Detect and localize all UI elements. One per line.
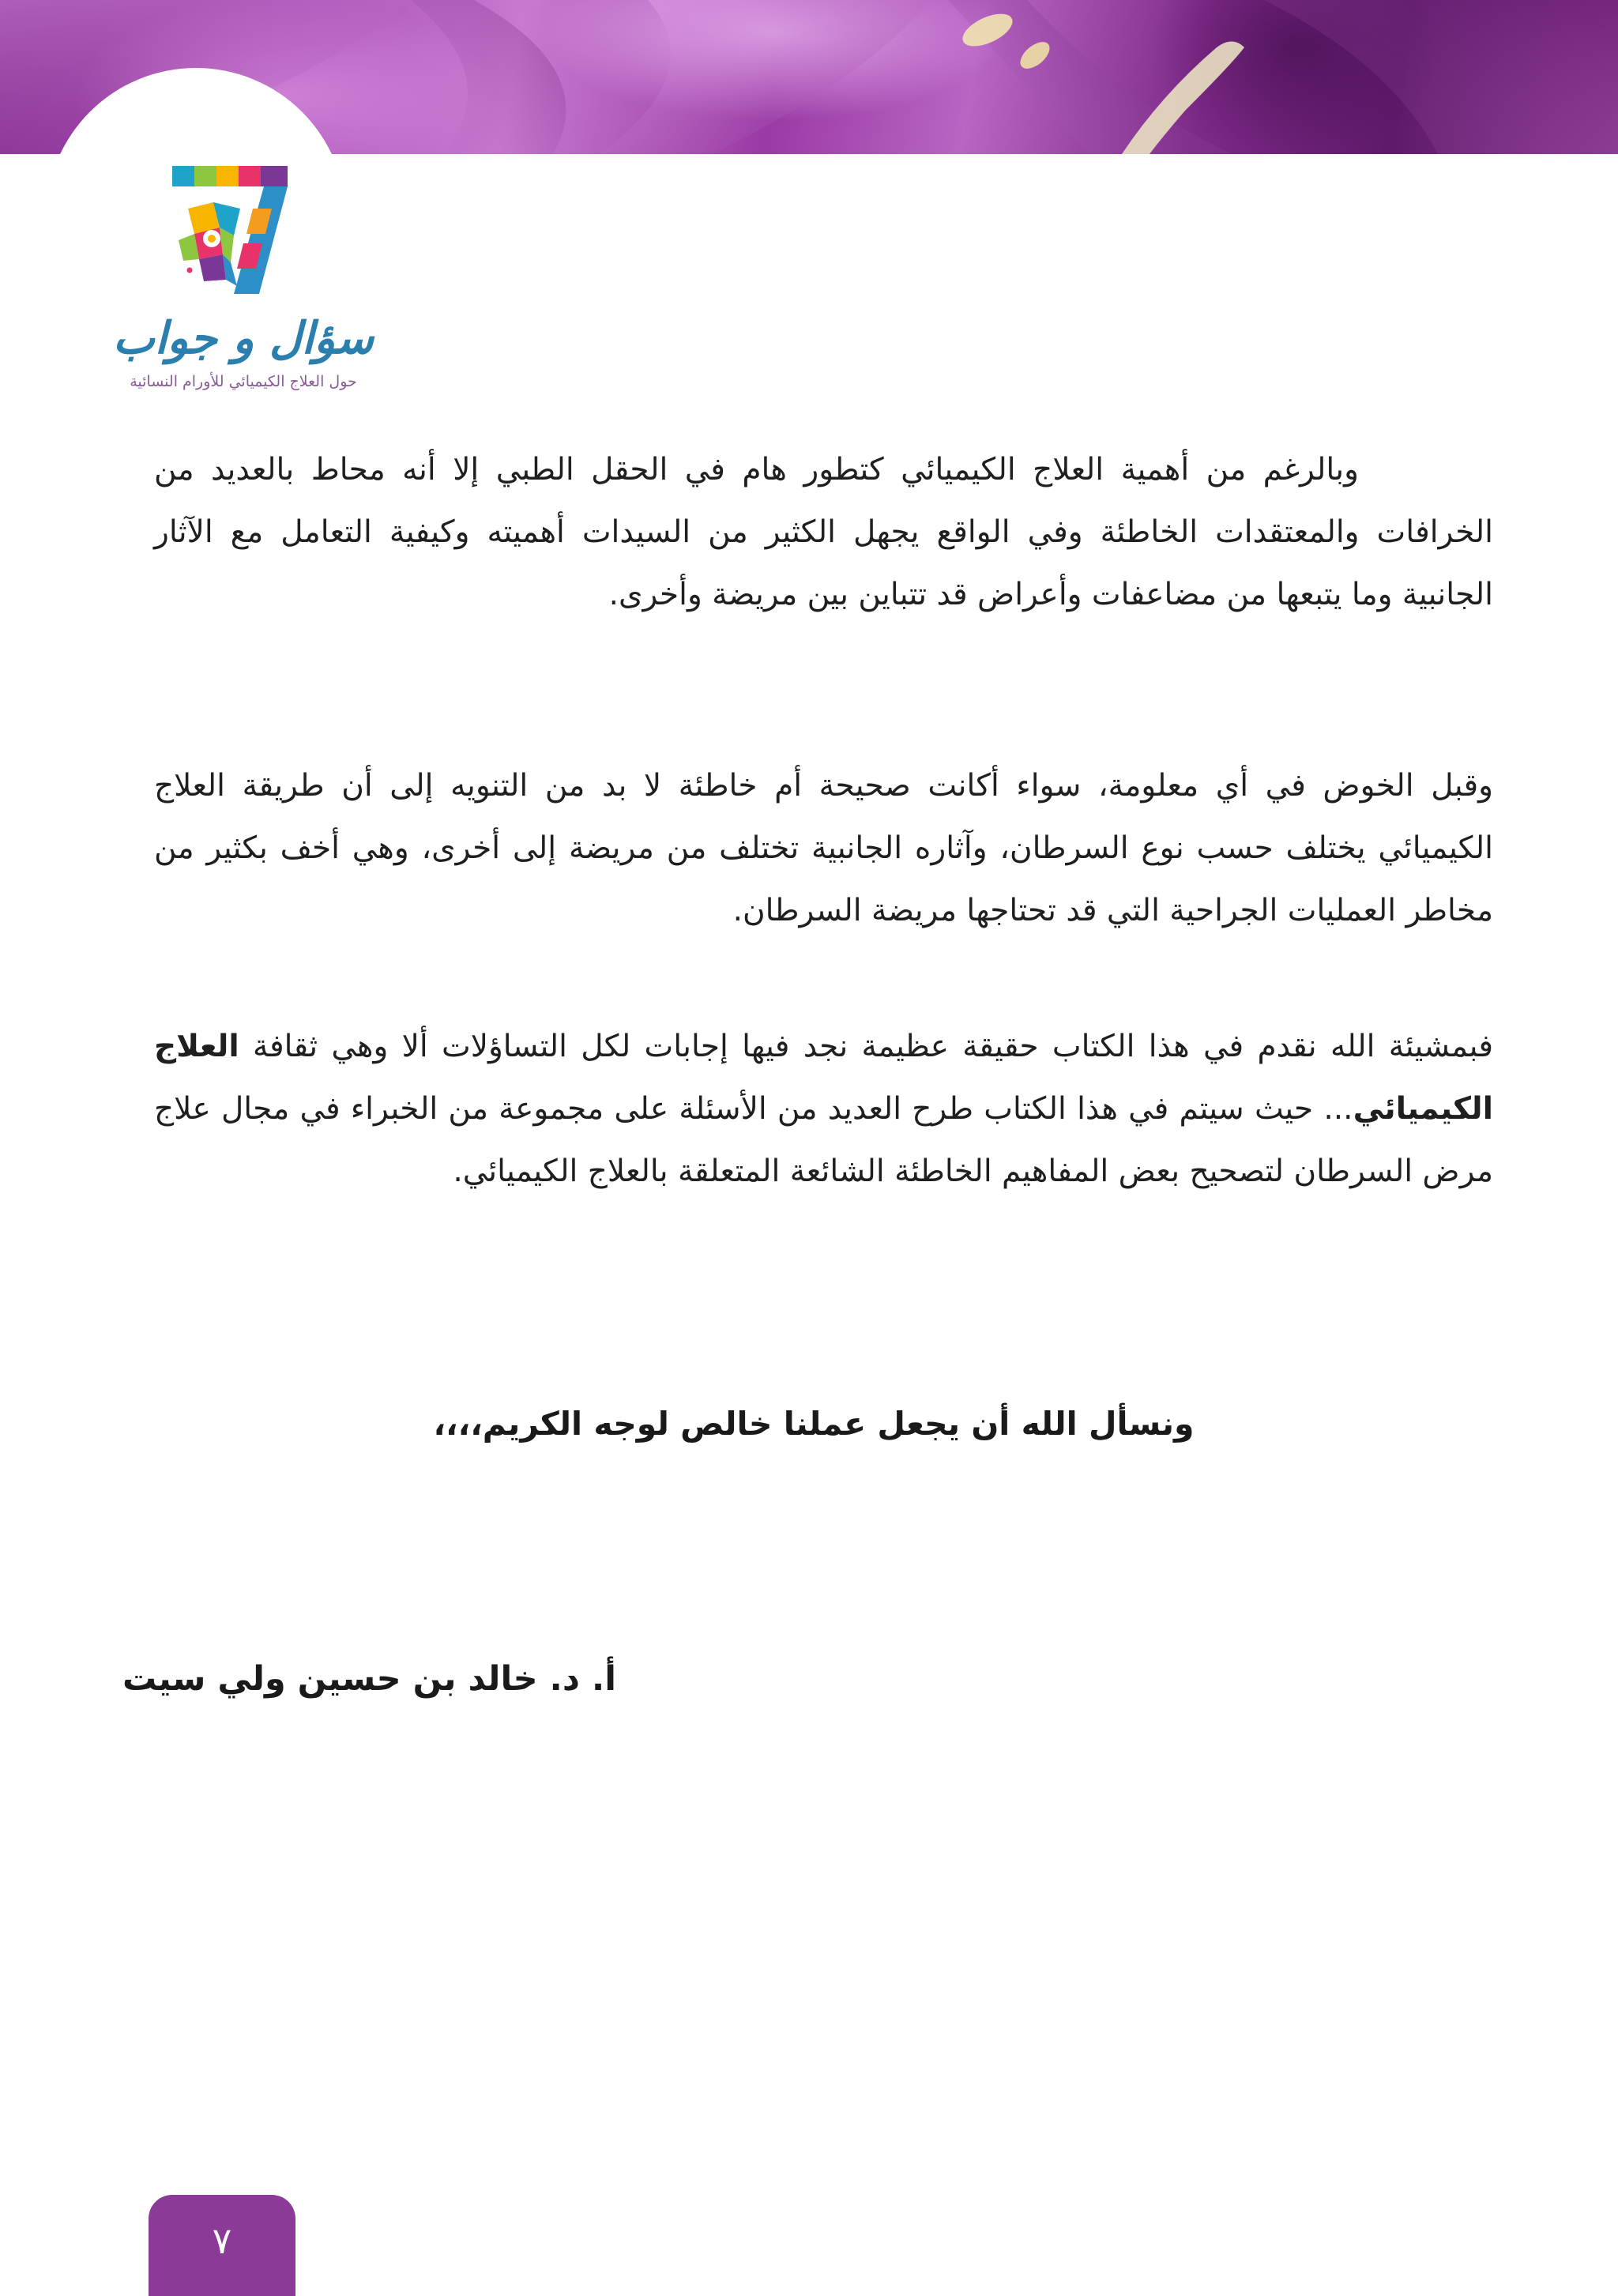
paragraph-3-start: فبمشيئة الله نقدم في هذا الكتاب حقيقة عظيمة نجد فيها إجابات لكل التساؤلات ألا وهي ثقافة — [239, 1029, 1493, 1064]
logo-title: سؤال و جواب — [113, 313, 374, 364]
paragraph-2-text: وقبل الخوض في أي معلومة، سواء أكانت صحيحة أم خاطئة لا بد من التنويه إلى أن طريقة العلاج الكيميائي يختلف حسب نوع السرطان، وآثاره الجانبية تختلف من مريضة إلى أخرى، وهي أخف بكثير من مخاطر العمليات الجراحية التي قد تحتاجها مريضة السرطان. — [154, 768, 1493, 928]
paragraph-3-end: ... حيث سيتم في هذا الكتاب طرح العديد من الأسئلة على مجموعة من الخبراء في مجال علاج مرض السرطان لتصحيح بعض المفاهيم الخاطئة الشائعة المتعلقة بالعلاج الكيميائي. — [154, 1091, 1493, 1189]
paragraph-3 — [154, 1015, 1493, 1203]
paragraph-2 — [154, 755, 1493, 942]
paragraph-1-text: وبالرغم من أهمية العلاج الكيميائي كتطور هام في الحقل الطبي إلا أنه محاط بالعديد من الخرافات والمعتقدات الخاطئة وفي الواقع يجهل الكثير من السيدات أهميته وكيفية التعامل مع الآثار الجانبية وما يتبعها من مضاعفات وأعراض قد تتباين بين مريضة وأخرى. — [154, 452, 1493, 612]
author-signature: أ. د. خالد بن حسين ولي سيت — [122, 1659, 616, 1699]
paragraph-1 — [154, 438, 1493, 626]
page-number: ٧ — [212, 2219, 232, 2262]
paragraph-3-bold-term: العلاج الكيميائي — [154, 1029, 1493, 1127]
logo — [46, 68, 374, 390]
closing-prayer: ونسأل الله أن يجعل عملنا خالص لوجه الكريم،،،، — [433, 1405, 1195, 1443]
logo-subtitle: حول العلاج الكيميائي للأورام النسائية — [130, 373, 357, 390]
page-number-tab — [149, 2195, 295, 2296]
7-colorful-mosaic-logo-icon — [164, 161, 299, 295]
paragraph-3-text — [154, 1015, 1493, 1203]
